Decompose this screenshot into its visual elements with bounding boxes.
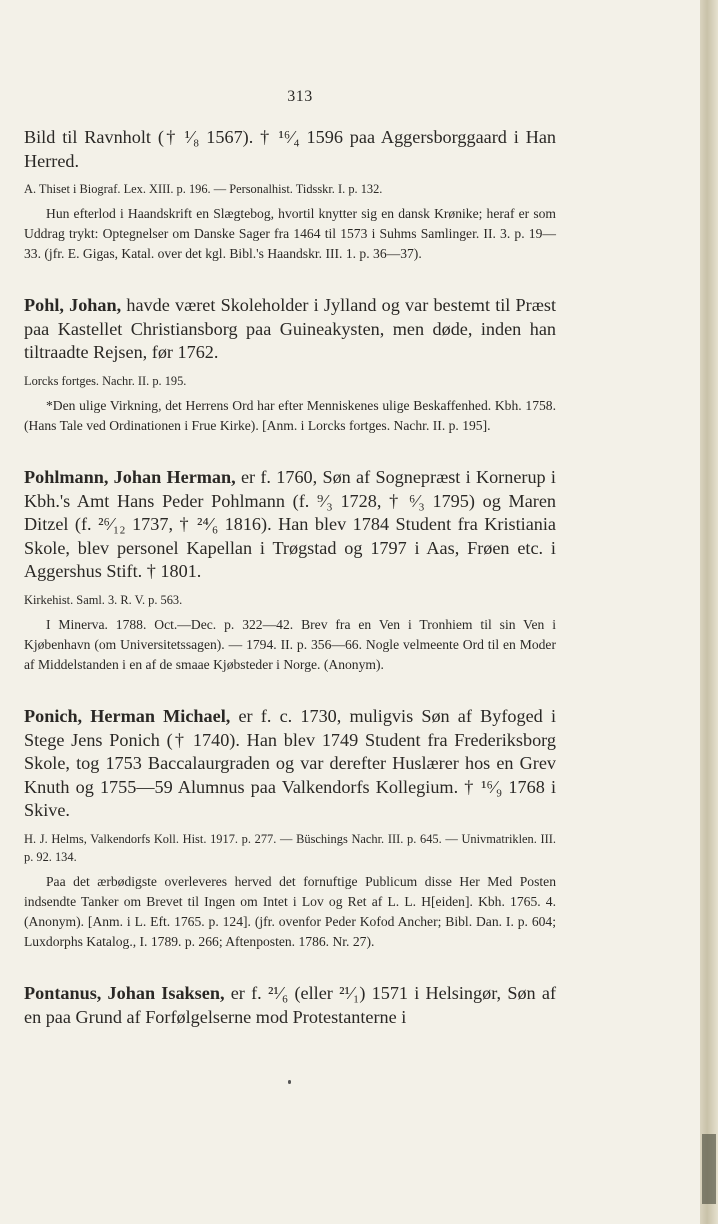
binding-mark (702, 1134, 716, 1204)
entry-text (24, 466, 556, 584)
entry-body: er f. c. 1730, muligvis Søn af Byfoged i Stege Jens Ponich († 1740). Han blev 1749 Student fra Frederiksborg Skole, tog 1753 Baccalaurgraden og var derefter Huslærer hos en Grev Knuth og 1755—59 Alumnus paa Valkendorfs Kollegium. † ¹⁶⁄₉ 1768 i Skive. (24, 705, 556, 821)
text-body (24, 126, 556, 1029)
entry-pohl-johan (24, 294, 556, 436)
page-edge (700, 0, 718, 1224)
entry-text: Bild til Ravnholt († ¹⁄₈ 1567). † ¹⁶⁄₄ 1596 paa Aggersborggaard i Han Herred. (24, 127, 556, 171)
entry-note: Hun efterlod i Haandskrift en Slægtebog, hvortil knytter sig en dansk Krønike; heraf er som Uddrag trykt: Optegnelser om Danske Sager fra 1464 til 1573 i Suhms Samlinger. II. 3. p. 19—33. (jfr. E. Gigas, Katal. over det kgl. Bibl.'s Haandskr. III. 1. p. 36—37). (24, 206, 556, 262)
entry-references: Lorcks fortges. Nachr. II. p. 195. (24, 373, 187, 388)
entry-references: A. Thiset i Biograf. Lex. XIII. p. 196. — Personalhist. Tidsskr. I. p. 132. (24, 182, 383, 197)
entry-pontanus-johan-isaksen (24, 982, 556, 1029)
entry-references: H. J. Helms, Valkendorfs Koll. Hist. 1917. p. 277. — Büschings Nachr. III. p. 645. — Univmatriklen. III. p. 92. 134. (24, 831, 556, 864)
entry-note: *Den ulige Virkning, det Herrens Ord har efter Menniskenes ulige Beskaffenhed. Kbh. 1758. (Hans Tale ved Ordinationen i Frue Kirke). [Anm. i Lorcks fortges. Nachr. II. p. 195]. (24, 397, 556, 433)
ink-speck (288, 1080, 291, 1084)
entry-text (24, 705, 556, 823)
entry-note: I Minerva. 1788. Oct.—Dec. p. 322—42. Brev fra en Ven i Tronhiem til sin Ven i Kjøbenhavn (om Universitetssagen). — 1794. II. p. 356—66. Nogle velmeente Ord til en Moder af Middelstanden i en af de smaae Kjøbsteder i Norge. (Anonym). (24, 616, 556, 672)
entry-references: Kirkehist. Saml. 3. R. V. p. 563. (24, 592, 183, 607)
entry-headword: Ponich, Herman Michael, (24, 705, 231, 726)
entry-body: er f. 1760, Søn af Sognepræst i Kornerup i Kbh.'s Amt Hans Peder Pohlmann (f. ⁹⁄₃ 1728, † ⁶⁄₃ 1795) og Maren Ditzel (f. ²⁶⁄₁₂ 1737, † ²⁴⁄₆ 1816). Han blev 1784 Student fra Kristiania Skole, blev personel Kapellan i Trøgstad og 1797 i Aas, Frøen etc. i Aggershus Stift. † 1801. (24, 466, 556, 582)
entry-note: Paa det ærbødigste overleveres herved det fornuftige Publicum disse Her Med Posten indsendte Tanker om Brevet til Ingen om Intet i Lov og Ret af L. L. H[eiden]. Kbh. 1765. 4. (Anonym). [Anm. i L. Eft. 1765. p. 124]. (jfr. ovenfor Peder Kofod Ancher; Bibl. Dan. I. p. 604; Luxdorphs Katalog., I. 1789. p. 266; Aftenposten. 1786. Nr. 27). (24, 873, 556, 949)
entry-ponich-herman-michael (24, 705, 556, 952)
page-number: 313 (287, 88, 313, 105)
entry-continuation (24, 126, 556, 264)
entry-headword: Pontanus, Johan Isaksen, (24, 982, 225, 1003)
entry-headword: Pohl, Johan, (24, 295, 122, 316)
entry-text (24, 982, 556, 1029)
entry-body: er f. ²¹⁄₆ (eller ²¹⁄₁) 1571 i Helsingør, Søn af en paa Grund af Forfølgelserne mod Protestanterne i (24, 982, 556, 1027)
entry-body: havde været Skoleholder i Jylland og var bestemt til Præst paa Kastellet Christiansborg paa Guineakysten, men døde, inden han tiltraadte Rejsen, før 1762. (24, 295, 556, 363)
entry-pohlmann-johan-herman (24, 466, 556, 675)
entry-text (24, 294, 556, 365)
entry-headword: Pohlmann, Johan Herman, (24, 466, 236, 487)
